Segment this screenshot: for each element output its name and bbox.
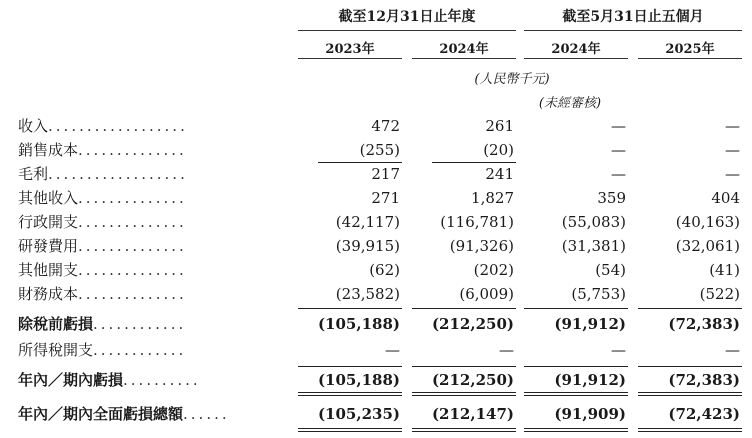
cell-2025: — xyxy=(725,117,740,135)
cell-2024-annual: (212,250) xyxy=(431,371,514,389)
cell-2023: 271 xyxy=(371,189,400,207)
cell-2023: 217 xyxy=(371,165,400,183)
period-group-header-five-months: 截至5月31日止五個月 xyxy=(562,9,704,25)
subtotal-rule-2 xyxy=(412,366,516,367)
table-row xyxy=(0,186,752,210)
table-row xyxy=(0,282,752,306)
subtotal-rule-3 xyxy=(524,308,628,309)
cell-2025: (32,061) xyxy=(675,237,740,255)
cell-2023: — xyxy=(385,341,400,359)
row-label: 行政開支 xyxy=(18,213,79,231)
row-label: 除稅前虧損 xyxy=(18,315,94,333)
row-label: 財務成本 xyxy=(18,285,79,303)
leader-dots: .............. xyxy=(78,213,187,231)
table-row xyxy=(0,162,752,186)
cell-2025: — xyxy=(725,165,740,183)
cell-2024-annual: 1,827 xyxy=(471,189,514,207)
row-label: 年內／期內全面虧損總額 xyxy=(18,405,184,423)
leader-dots: ...... xyxy=(183,405,230,423)
cell-2023: (39,915) xyxy=(335,237,400,255)
table-row xyxy=(0,402,752,426)
table-row xyxy=(0,210,752,234)
table-row xyxy=(0,138,752,162)
cell-2024-annual: (116,781) xyxy=(440,213,514,231)
leader-dots: ............ xyxy=(93,315,187,333)
row-label: 其他收入 xyxy=(18,189,79,207)
cell-2025: (72,383) xyxy=(668,371,740,389)
double-underline-4 xyxy=(638,392,742,396)
row-label: 所得稅開支 xyxy=(18,341,94,359)
cell-2024-period: — xyxy=(611,117,626,135)
subtotal-rule-1 xyxy=(298,366,402,367)
year-underline-1 xyxy=(298,58,402,59)
year-header-2024-annual: 2024年 xyxy=(439,42,489,57)
cell-2024-annual: (6,009) xyxy=(459,285,514,303)
leader-dots: .............. xyxy=(78,141,187,159)
cell-2025: (41) xyxy=(709,261,740,279)
cell-2024-period: (91,909) xyxy=(554,405,626,423)
double-underline-1 xyxy=(298,392,402,396)
leader-dots: .............. xyxy=(78,261,187,279)
leader-dots: ............ xyxy=(93,341,187,359)
cell-2024-period: — xyxy=(611,141,626,159)
leader-dots: .............. xyxy=(78,237,187,255)
subtotal-rule-4 xyxy=(638,308,742,309)
double-underline-total-3 xyxy=(524,428,628,432)
table-row xyxy=(0,234,752,258)
cell-2023: (105,188) xyxy=(317,315,400,333)
cell-2023: (255) xyxy=(359,141,400,159)
cell-2024-period: (31,381) xyxy=(561,237,626,255)
subtotal-rule-1 xyxy=(298,308,402,309)
cell-2023: (105,188) xyxy=(317,371,400,389)
row-label: 銷售成本 xyxy=(18,141,79,159)
year-header-2025: 2025年 xyxy=(665,42,715,57)
row-label: 毛利 xyxy=(18,165,49,183)
unaudited-note: (未經審核) xyxy=(538,96,602,111)
year-underline-3 xyxy=(524,58,628,59)
cell-2023: (42,117) xyxy=(335,213,400,231)
cell-2024-annual: 261 xyxy=(485,117,514,135)
leader-dots: .......... xyxy=(123,371,201,389)
cell-2023: (105,235) xyxy=(317,405,400,423)
year-header-2024-period: 2024年 xyxy=(551,42,601,57)
leader-dots: .............. xyxy=(78,189,187,207)
cell-2025: (522) xyxy=(699,285,740,303)
cell-2024-period: — xyxy=(611,341,626,359)
currency-unit: (人民幣千元) xyxy=(474,72,550,87)
subtotal-rule-4 xyxy=(638,366,742,367)
table-row xyxy=(0,338,752,362)
year-underline-4 xyxy=(638,58,742,59)
row-label: 其他開支 xyxy=(18,261,79,279)
cell-2024-annual: (91,326) xyxy=(449,237,514,255)
cell-2023: (62) xyxy=(369,261,400,279)
subtotal-rule-2 xyxy=(412,308,516,309)
row-label: 研發費用 xyxy=(18,237,79,255)
row-label: 年內／期內虧損 xyxy=(18,371,124,389)
table-row xyxy=(0,258,752,282)
leader-dots: .............. xyxy=(78,285,187,303)
cell-2024-annual: — xyxy=(499,341,514,359)
group-underline-five-months xyxy=(524,30,742,31)
table-row xyxy=(0,312,752,336)
year-header-2023: 2023年 xyxy=(325,42,375,57)
cell-2024-period: (91,912) xyxy=(554,315,626,333)
cell-2024-annual: (212,147) xyxy=(431,405,514,423)
cell-2023: 472 xyxy=(371,117,400,135)
cell-2024-period: (5,753) xyxy=(571,285,626,303)
double-underline-total-1 xyxy=(298,428,402,432)
double-underline-total-4 xyxy=(638,428,742,432)
cell-2024-period: (54) xyxy=(595,261,626,279)
cell-2024-annual: (20) xyxy=(483,141,514,159)
cell-2024-annual: (202) xyxy=(473,261,514,279)
cell-2024-annual: (212,250) xyxy=(431,315,514,333)
subtotal-rule-3 xyxy=(524,366,628,367)
cell-2023: (23,582) xyxy=(335,285,400,303)
row-label: 收入 xyxy=(18,117,49,135)
cell-2024-period: (91,912) xyxy=(554,371,626,389)
cell-2025: (72,423) xyxy=(668,405,740,423)
double-underline-total-2 xyxy=(412,428,516,432)
cell-2024-period: 359 xyxy=(597,189,626,207)
cell-2024-annual: 241 xyxy=(485,165,514,183)
table-row xyxy=(0,368,752,392)
cell-2024-period: — xyxy=(611,165,626,183)
cell-2025: 404 xyxy=(711,189,740,207)
double-underline-3 xyxy=(524,392,628,396)
group-underline-annual xyxy=(298,30,516,31)
table-row xyxy=(0,114,752,138)
cell-2024-period: (55,083) xyxy=(561,213,626,231)
cell-2025: — xyxy=(725,141,740,159)
cell-2025: — xyxy=(725,341,740,359)
double-underline-2 xyxy=(412,392,516,396)
year-underline-2 xyxy=(412,58,516,59)
period-group-header-annual: 截至12月31日止年度 xyxy=(338,9,476,25)
cell-2025: (72,383) xyxy=(668,315,740,333)
leader-dots: .................. xyxy=(48,165,188,183)
cell-2025: (40,163) xyxy=(675,213,740,231)
leader-dots: .................. xyxy=(48,117,188,135)
